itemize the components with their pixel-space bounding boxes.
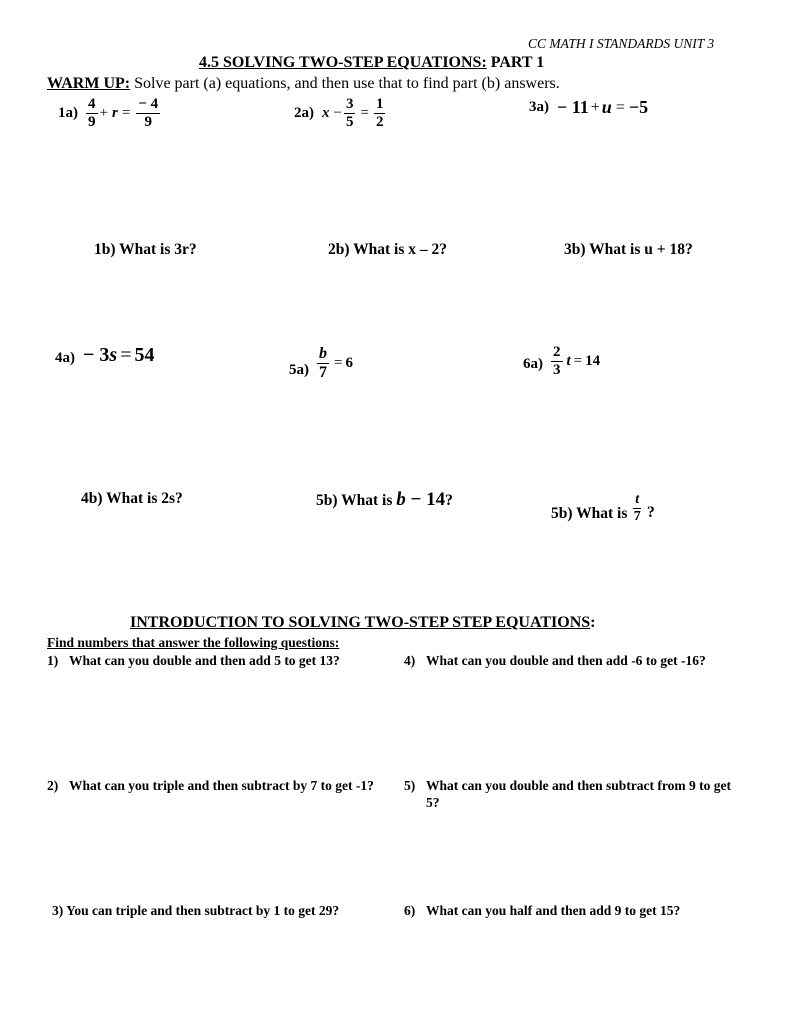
problem-6b — [551, 493, 655, 524]
question-number: 5) — [404, 778, 416, 793]
fraction-2-3 — [551, 345, 563, 378]
problem-6b-prefix: 5b) What is — [551, 504, 632, 522]
fraction-numerator: − 4 — [138, 96, 159, 112]
question-5 — [404, 777, 764, 811]
warmup-line — [47, 75, 560, 93]
fraction-denominator: 7 — [319, 364, 327, 381]
page-title — [199, 54, 544, 72]
problem-3b: 3b) What is u + 18? — [564, 241, 693, 258]
problem-4b: 4b) What is 2s? — [81, 490, 183, 507]
equals-sign: = — [573, 353, 583, 369]
problem-5b-prefix: 5b) What is — [316, 492, 397, 509]
question-4 — [404, 652, 764, 669]
variable-t: t — [566, 353, 571, 369]
fraction-neg4-9 — [136, 97, 160, 130]
fraction-1-2 — [374, 97, 386, 130]
variable-r: r — [111, 105, 118, 121]
question-number: 4) — [404, 653, 416, 668]
fraction-denominator: 2 — [375, 114, 384, 130]
problem-2a — [294, 97, 387, 130]
question-text: What can you half and then add 9 to get 15? — [426, 903, 681, 918]
question-text: What can you double and then subtract from 9 to get 5? — [426, 778, 732, 810]
fraction-t-7 — [633, 493, 641, 524]
fraction-denominator: 7 — [633, 509, 641, 524]
rhs-54: 54 — [134, 344, 155, 366]
question-number: 2) — [47, 778, 59, 793]
variable-b: b — [396, 489, 406, 510]
variable-s: s — [109, 344, 118, 366]
warmup-label: WARM UP: — [47, 75, 131, 92]
variable-u: u — [601, 97, 612, 117]
page-title-part: PART 1 — [486, 54, 545, 71]
question-text: What can you double and then add -6 to get -16? — [426, 653, 706, 668]
question-text: What can you triple and then subtract by 7 to get -1? — [69, 778, 374, 793]
question-text: 3) You can triple and then subtract by 1 to get 29? — [52, 903, 340, 918]
question-6 — [404, 902, 764, 919]
expression-neg3: − 3 — [83, 344, 110, 366]
fraction-3-5 — [344, 97, 356, 130]
expression-minus14: − 14 — [405, 489, 446, 510]
problem-6a-label: 6a) — [523, 356, 543, 372]
problem-3a — [529, 97, 648, 118]
warmup-instruction: Solve part (a) equations, and then use that to find part (b) answers. — [130, 75, 560, 92]
variable-x: x — [322, 105, 330, 121]
problem-5a-label: 5a) — [289, 362, 309, 378]
intro-title-colon: : — [590, 614, 596, 631]
problem-2b: 2b) What is x – 2? — [328, 241, 447, 258]
problem-3a-label: 3a) — [529, 99, 549, 115]
fraction-denominator: 9 — [144, 114, 152, 130]
fraction-numerator: t — [635, 492, 640, 507]
rhs-6: 6 — [345, 355, 353, 371]
question-2 — [47, 777, 392, 794]
fraction-denominator: 5 — [345, 114, 354, 130]
intro-title-main: INTRODUCTION TO SOLVING TWO-STEP STEP EQUATIONS — [130, 614, 591, 631]
plus-sign: + — [99, 105, 108, 121]
intro-subtitle: Find numbers that answer the following questions: — [47, 635, 340, 650]
problem-5a — [289, 346, 353, 381]
fraction-denominator: 3 — [553, 362, 561, 378]
problem-5b — [316, 489, 453, 511]
problem-4a — [55, 344, 154, 367]
intro-title — [130, 614, 595, 632]
unit-label: CC MATH I STANDARDS UNIT 3 — [528, 36, 715, 51]
fraction-numerator: 3 — [345, 96, 354, 112]
question-3 — [52, 902, 402, 919]
problem-2a-label: 2a) — [294, 105, 314, 121]
question-text: What can you double and then add 5 to get 13? — [69, 653, 340, 668]
equals-sign: = — [120, 344, 132, 366]
rhs-14: 14 — [585, 353, 601, 369]
fraction-numerator: b — [319, 345, 327, 362]
fraction-numerator: 2 — [553, 344, 561, 360]
equals-sign: = — [334, 355, 343, 371]
question-1 — [47, 652, 397, 669]
problem-1a — [58, 97, 162, 130]
problem-1a-label: 1a) — [58, 105, 78, 121]
page-title-main: 4.5 SOLVING TWO-STEP EQUATIONS: — [199, 54, 487, 71]
equals-sign: = — [615, 98, 625, 116]
rhs-neg5: −5 — [628, 97, 649, 117]
problem-6a — [523, 345, 600, 378]
equals-sign: = — [121, 105, 131, 121]
fraction-numerator: 4 — [88, 96, 96, 112]
minus-sign: − — [333, 105, 342, 121]
plus-sign: + — [590, 98, 600, 116]
problem-1b: 1b) What is 3r? — [94, 241, 197, 258]
question-number: 6) — [404, 903, 416, 918]
equals-sign: = — [360, 105, 369, 121]
fraction-numerator: 1 — [375, 96, 384, 112]
expression-neg11: − 11 — [557, 97, 589, 117]
fraction-denominator: 9 — [88, 114, 96, 130]
problem-4a-label: 4a) — [55, 350, 75, 366]
question-number: 1) — [47, 653, 59, 668]
fraction-b-7 — [317, 346, 329, 381]
question-mark: ? — [643, 503, 655, 521]
fraction-4-9 — [86, 97, 98, 130]
question-mark: ? — [445, 492, 453, 509]
